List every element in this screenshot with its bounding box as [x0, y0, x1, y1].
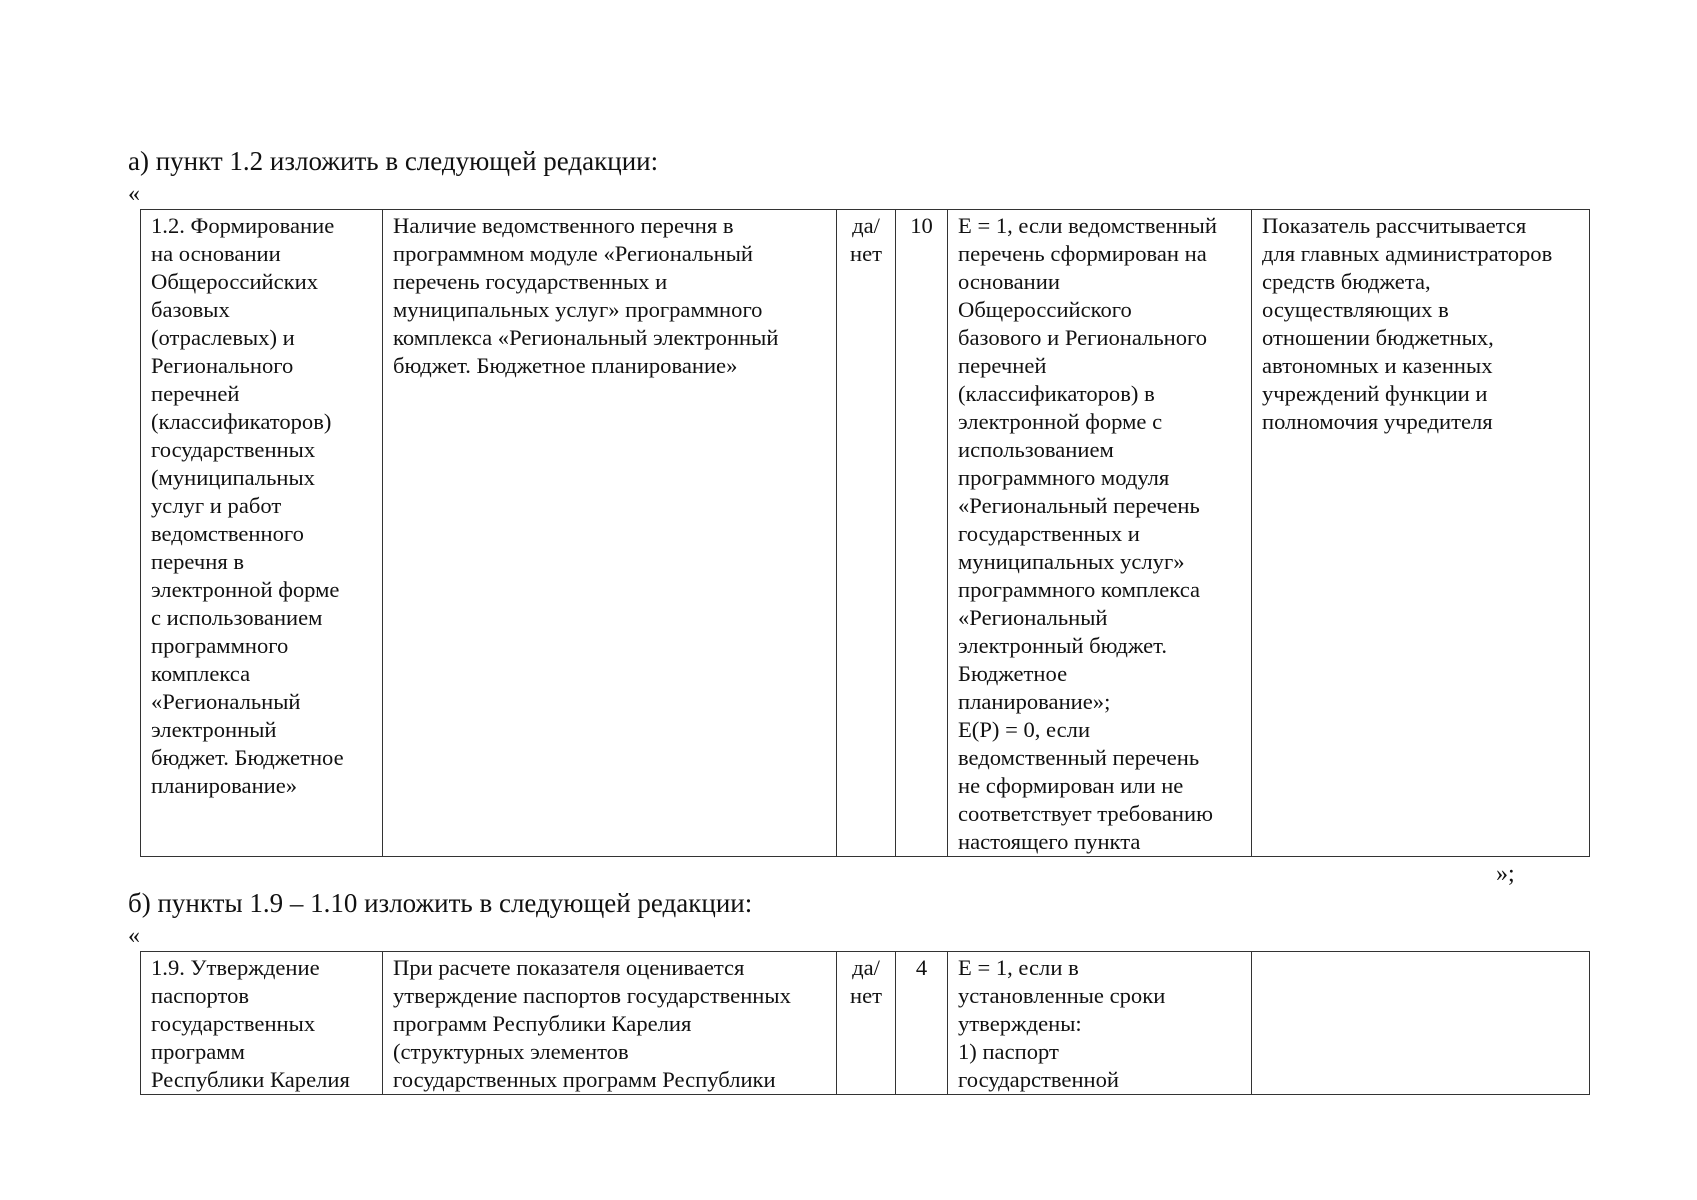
unit-text: да/ нет: [850, 955, 882, 1008]
unit-cell: [837, 952, 896, 1095]
indicator-description-cell: [383, 210, 837, 857]
indicator-name-cell: [141, 210, 383, 857]
criteria-table-section-b: [140, 951, 1590, 1095]
indicator-description-text: Наличие ведомственного перечня в программном модуле «Региональный перечень государственных и муниципальных услуг» программного комплекса «Региональный электронный бюджет. Бюджетное планирование»: [393, 213, 779, 378]
weight-cell: [896, 210, 948, 857]
table-row: [141, 210, 1590, 857]
criteria-table-section-a: [140, 209, 1590, 857]
section-a-open-quote: «: [128, 181, 140, 207]
indicator-name-text: 1.9. Утверждение паспортов государственных программ Республики Карелия: [151, 955, 350, 1092]
table-row: [141, 952, 1590, 1095]
unit-text: да/ нет: [850, 213, 882, 266]
note-cell: [1252, 952, 1590, 1095]
formula-text: E = 1, если ведомственный перечень сформирован на основании Общероссийского базового и Регионального перечней (классификаторов) в электронной форме с использованием программного модуля «Региональный перечень государственных и муниципальных услуг» программного комплекса «Региональный электронный бюджет. Бюджетное планирование»; E(P) = 0, если ведомственный перечень не сформирован или не соответствует требованию настоящего пункта: [958, 213, 1217, 854]
weight-text: 4: [915, 955, 928, 980]
section-a-close-quote: »;: [1496, 861, 1515, 887]
note-cell: [1252, 210, 1590, 857]
section-b-open-quote: «: [128, 923, 140, 949]
indicator-description-cell: [383, 952, 837, 1095]
section-b-heading: б) пункты 1.9 – 1.10 изложить в следующей редакции:: [128, 888, 753, 918]
section-a-heading: а) пункт 1.2 изложить в следующей редакции:: [128, 146, 659, 176]
unit-cell: [837, 210, 896, 857]
formula-cell: [948, 952, 1252, 1095]
weight-cell: [896, 952, 948, 1095]
indicator-description-text: При расчете показателя оценивается утверждение паспортов государственных программ Республики Карелия (структурных элементов государственных программ Республики: [393, 955, 791, 1092]
formula-text: E = 1, если в установленные сроки утверждены: 1) паспорт государственной: [958, 955, 1166, 1092]
indicator-name-text: 1.2. Формирование на основании Общероссийских базовых (отраслевых) и Регионального перечней (классификаторов) государственных (муниципальных услуг и работ ведомственного перечня в электронной форме с использованием программного комплекса «Региональный электронный бюджет. Бюджетное планирование»: [151, 213, 344, 798]
weight-text: 10: [910, 213, 933, 238]
formula-cell: [948, 210, 1252, 857]
note-text: Показатель рассчитывается для главных администраторов средств бюджета, осуществляющих в отношении бюджетных, автономных и казенных учреждений функции и полномочия учредителя: [1262, 213, 1553, 434]
indicator-name-cell: [141, 952, 383, 1095]
